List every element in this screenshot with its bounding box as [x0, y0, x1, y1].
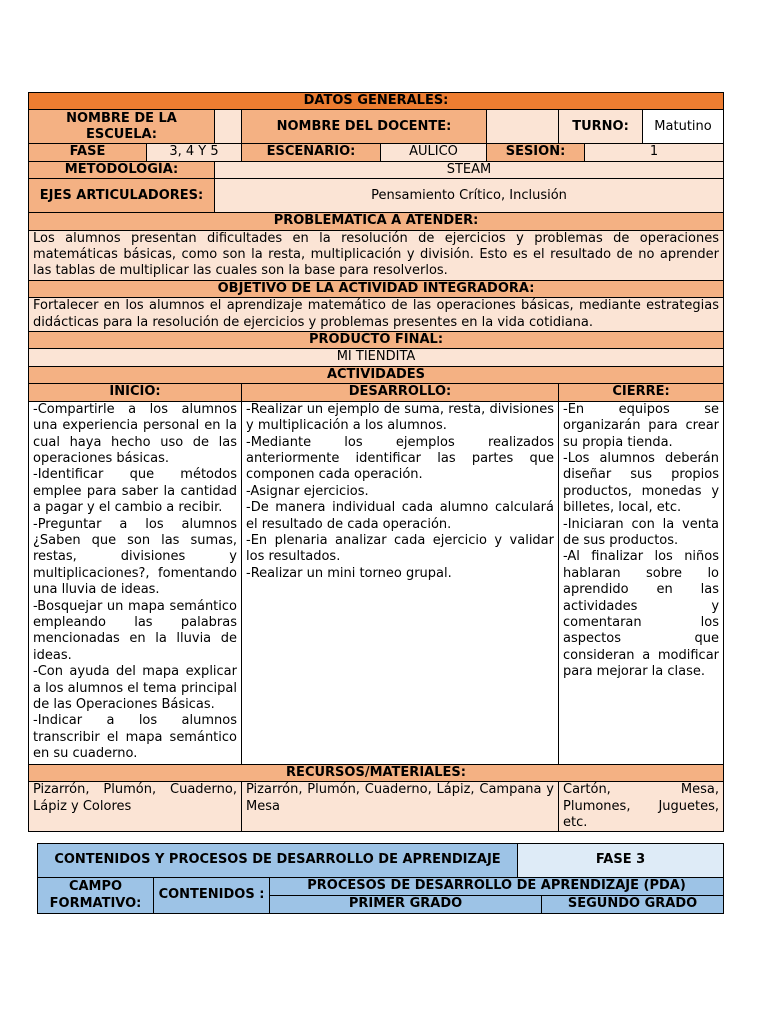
planning-table	[28, 92, 724, 832]
start-step: -Indicar a los alumnos transcribir el mapa semántico en su cuaderno.	[33, 713, 237, 762]
field-label: CAMPO FORMATIVO:	[38, 878, 154, 914]
pda-label: PROCESOS DE DESARROLLO DE APRENDIZAJE (PDA)	[270, 878, 724, 896]
contents-phase: FASE 3	[518, 844, 724, 878]
development-step: -Asignar ejercicios.	[246, 483, 369, 499]
first-grade-label: PRIMER GRADO	[270, 896, 542, 914]
scenario-label: ESCENARIO:	[242, 144, 381, 161]
start-step: -Preguntar a los alumnos ¿Saben que son las sumas, restas, divisiones y multiplicaciones?, fomentando una lluvia de ideas.	[33, 516, 237, 598]
activities-header: ACTIVIDADES	[29, 366, 724, 383]
close-step: -En equipos se organizarán para crear su propia tienda.	[563, 401, 720, 450]
close-step: -Al finalizar los niños hablaran sobre lo aprendido en las actividades y comentaran los aspectos que consideran a modificar para mejorar la clase.	[563, 549, 720, 680]
shift-value: Matutino	[643, 110, 724, 144]
teacher-value	[487, 110, 559, 144]
development-step: -Realizar un ejemplo de suma, resta, divisiones y multiplicación a los alumnos.	[246, 401, 554, 434]
product-header: PRODUCTO FINAL:	[29, 332, 724, 349]
product-value: MI TIENDITA	[29, 349, 724, 366]
general-header: DATOS GENERALES:	[29, 93, 724, 110]
development-step: -Mediante los ejemplos realizados anteriormente identificar las partes que componen cada operación.	[246, 434, 554, 483]
session-label: SESION:	[487, 144, 585, 161]
development-step: -En plenaria analizar cada ejercicio y validar los resultados.	[246, 532, 554, 565]
contents-title: CONTENIDOS Y PROCESOS DE DESARROLLO DE APRENDIZAJE	[38, 844, 518, 878]
second-grade-label: SEGUNDO GRADO	[542, 896, 724, 914]
resources-development: Pizarrón, Plumón, Cuaderno, Lápiz, Campana y Mesa	[242, 782, 559, 832]
contents-table	[37, 843, 724, 914]
close-step: -Iniciaran con la venta de sus productos.	[563, 516, 720, 548]
development-step: -Realizar un mini torneo grupal.	[246, 565, 452, 581]
close-activities	[559, 401, 724, 764]
start-activities	[29, 401, 242, 764]
axes-value: Pensamiento Crítico, Inclusión	[215, 179, 724, 213]
problem-text: Los alumnos presentan dificultades en la resolución de ejercicios y problemas de operaciones matemáticas básicas, como son la resta, multiplicación y división. Esto es el resultado de no aprender las tablas de multiplicar las cuales son la base para resolverlos.	[29, 230, 724, 280]
problem-header: PROBLEMÁTICA A ATENDER:	[29, 213, 724, 230]
close-step: -Los alumnos deberán diseñar sus propios productos, monedas y billetes, local, etc.	[563, 450, 720, 516]
resources-header: RECURSOS/MATERIALES:	[29, 764, 724, 781]
start-step: -Bosquejar un mapa semántico empleando las palabras mencionadas en la lluvia de ideas.	[33, 598, 237, 663]
resources-close: Cartón, Mesa, Plumones, Juguetes, etc.	[559, 782, 724, 832]
teacher-label: NOMBRE DEL DOCENTE:	[242, 110, 487, 144]
methodology-label: METODOLOGÍA:	[29, 161, 215, 178]
school-label: NOMBRE DE LA ESCUELA:	[29, 110, 215, 144]
start-step: -Compartirle a los alumnos una experiencia personal en la cual haya hecho uso de las operaciones básicas.	[33, 401, 237, 466]
objective-text: Fortalecer en los alumnos el aprendizaje matemático de las operaciones básicas, mediante estrategias didácticas para la resolución de ejercicios y problemas presentes en la vida cotidiana.	[29, 298, 724, 332]
close-header: CIERRE:	[559, 384, 724, 401]
phase-value: 3, 4 Y 5	[147, 144, 242, 161]
axes-label: EJES ARTICULADORES:	[29, 179, 215, 213]
development-step: -De manera individual cada alumno calculará el resultado de cada operación.	[246, 500, 554, 532]
school-value	[215, 110, 242, 144]
development-activities	[242, 401, 559, 764]
development-header: DESARROLLO:	[242, 384, 559, 401]
phase-label: FASE	[29, 144, 147, 161]
start-header: INICIO:	[29, 384, 242, 401]
resources-start: Pizarrón, Plumón, Cuaderno, Lápiz y Colores	[29, 782, 242, 832]
session-value: 1	[585, 144, 724, 161]
shift-label: TURNO:	[559, 110, 643, 144]
start-step: -Identificar que métodos emplee para saber la cantidad a pagar y el cambio a recibir.	[33, 467, 237, 516]
methodology-value: STEAM	[215, 161, 724, 178]
contents-label: CONTENIDOS :	[154, 878, 270, 914]
objective-header: OBJETIVO DE LA ACTIVIDAD INTEGRADORA:	[29, 280, 724, 297]
scenario-value: AULICO	[381, 144, 487, 161]
start-step: -Con ayuda del mapa explicar a los alumnos el tema principal de las Operaciones Básicas.	[33, 664, 237, 712]
